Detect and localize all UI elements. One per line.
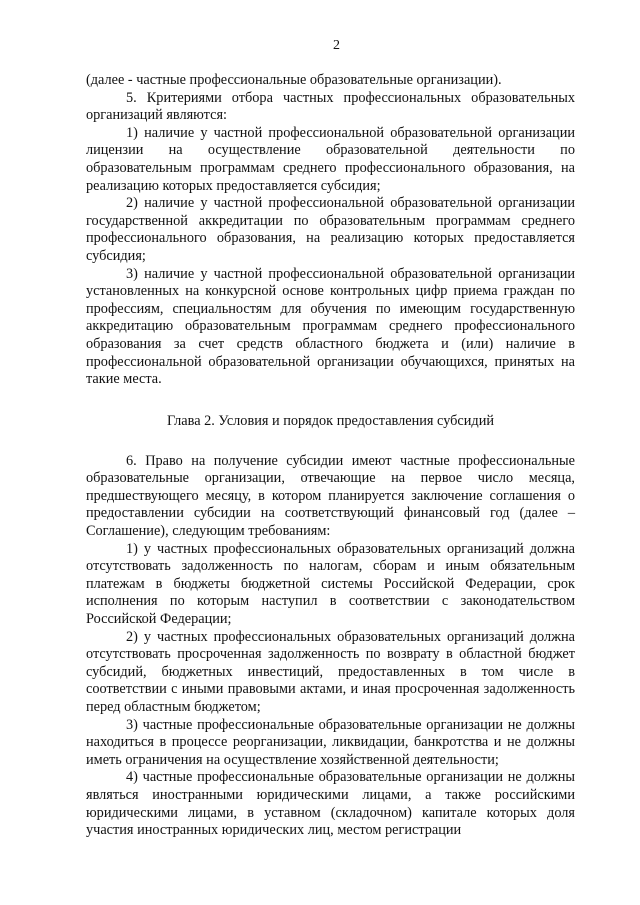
section-conditions <box>86 453 575 840</box>
paragraph-bottom-2: 2) у частных профессиональных образовательных организаций должна отсутствовать просроченная задолженность по возврату в областной бюджет субсидий, бюджетных инвестиций, предоставленных в том числе в соответствии с иными правовыми актами, и иная просроченная задолженность перед областным бюджетом; <box>86 628 575 715</box>
chapter-title: Глава 2. Условия и порядок предоставления субсидий <box>166 412 495 429</box>
paragraph-bottom-0: 6. Право на получение субсидии имеют частные профессиональные образовательные организации, отвечающие на первое число месяца, предшествующего месяцу, в котором планируется заключение соглашения о предоставлении субсидии на соответствующий финансовый год (далее – Соглашение), следующим требованиям: <box>86 452 575 540</box>
paragraph-bottom-3: 3) частные профессиональные образовательные организации не должны находиться в процессе реорганизации, ликвидации, банкротства и не должны иметь ограничения на осуществление хозяйственной деятельности; <box>86 716 575 768</box>
paragraph-top-4: 3) наличие у частной профессиональной образовательной организации установленных на конкурсной основе контрольных цифр приема граждан по профессиям, специальностям для обучения по имеющим государственную аккредитацию образовательным программам среднего профессионального образования за счет средств областного бюджета и (или) наличие в профессиональной образовательной организации обучающихся, принятых на такие места. <box>86 265 575 388</box>
document-page <box>86 38 575 840</box>
paragraph-bottom-4: 4) частные профессиональные образовательные организации не должны являться иностранными юридическими лицами, а также российскими юридическими лицами, в уставном (складочном) капитале которых доля участия иностранных юридических лиц, местом регистрации <box>86 769 575 839</box>
page-number: 2 <box>333 38 340 53</box>
paragraph-top-1: 5. Критериями отбора частных профессиональных образовательных организаций являются: <box>86 89 575 124</box>
section-criteria <box>86 72 575 389</box>
paragraph-top-2: 1) наличие у частной профессиональной образовательной организации лицензии на осуществление образовательной деятельности по образовательным программам среднего профессионального образования, на реализацию которых предоставляется субсидия; <box>86 124 575 194</box>
paragraph-top-0: (далее - частные профессиональные образовательные организации). <box>86 72 502 88</box>
paragraph-bottom-1: 1) у частных профессиональных образовательных организаций должна отсутствовать задолженность по налогам, сборам и иным обязательным платежам в бюджеты бюджетной системы Российской Федерации, срок исполнения по которым наступил в соответствии с законодательством Российской Федерации; <box>86 540 575 628</box>
paragraph-top-3: 2) наличие у частной профессиональной образовательной организации государственной аккредитации по образовательным программам среднего профессионального образования, на реализацию которых предоставляется субсидия; <box>86 195 575 264</box>
